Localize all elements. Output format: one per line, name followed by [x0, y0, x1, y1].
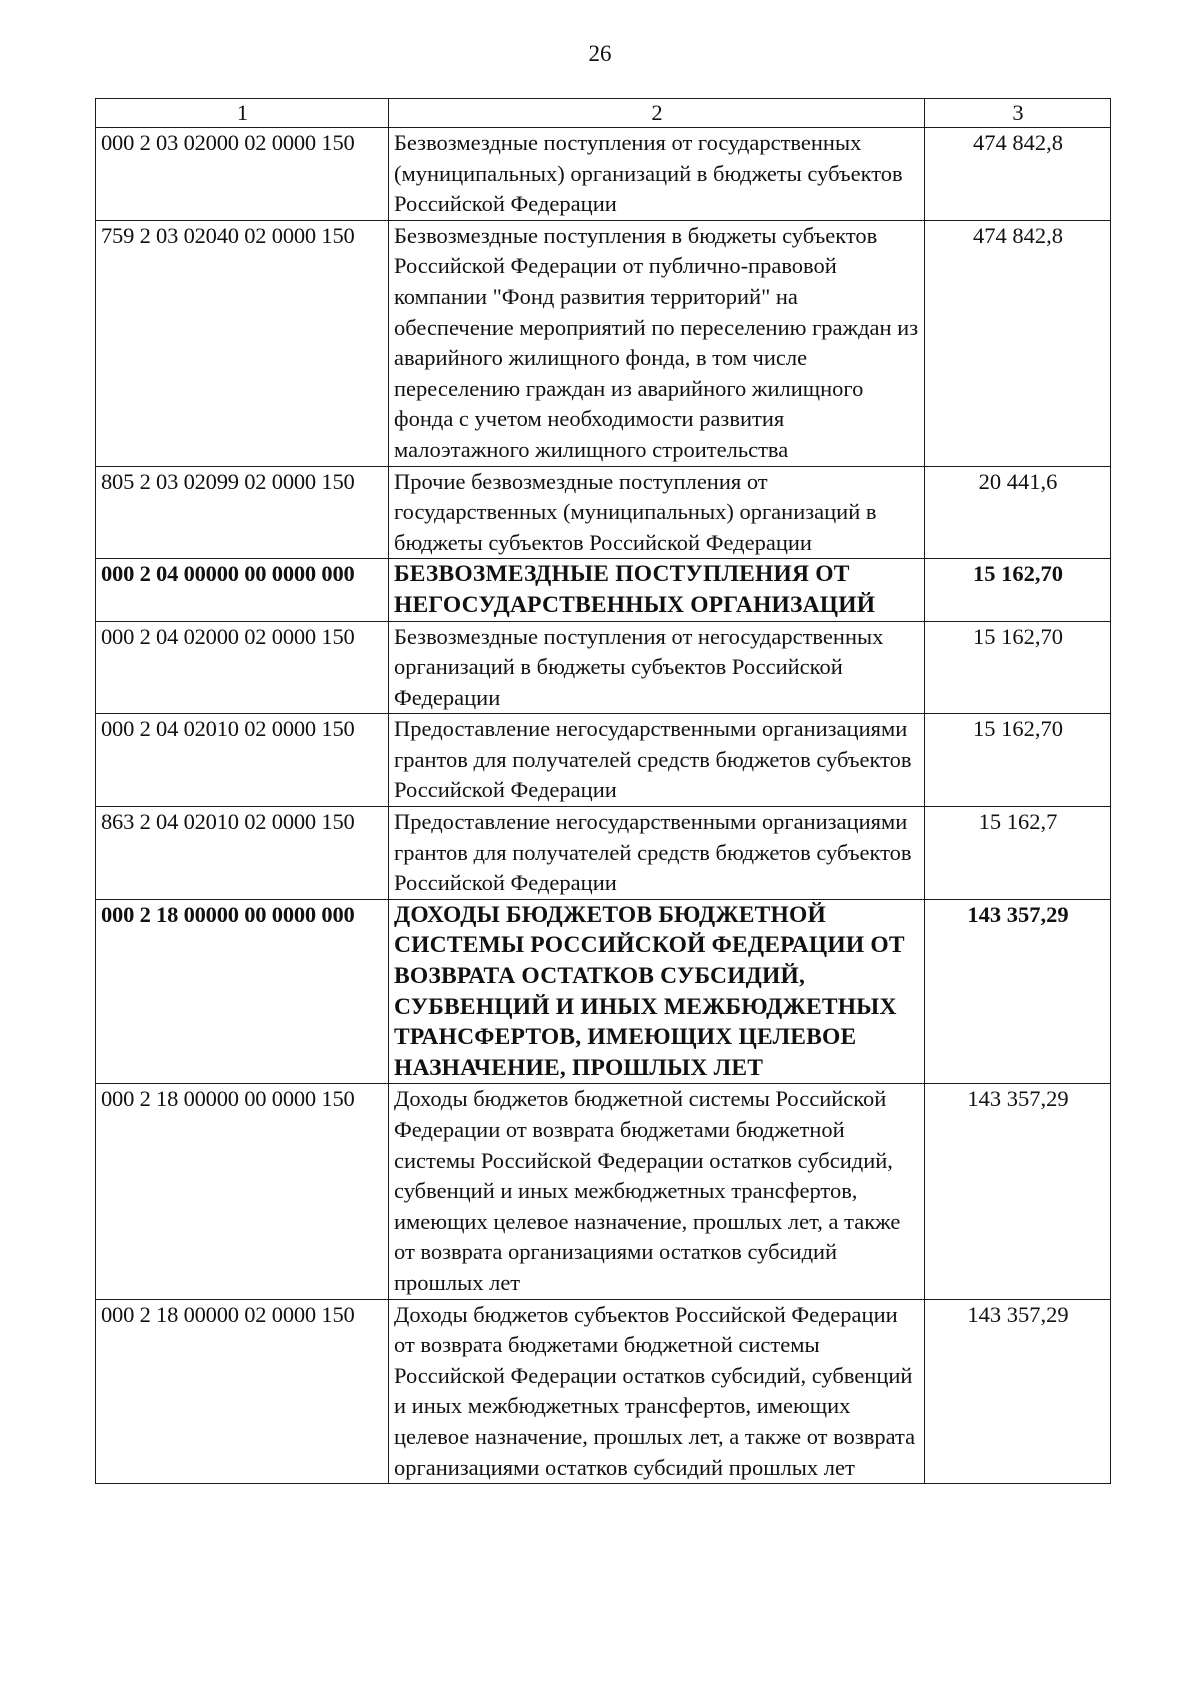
revenue-name-cell: Предоставление негосударственными организациями грантов для получателей средств бюджетов субъектов Российской Федерации — [389, 714, 925, 807]
table-body — [96, 128, 1111, 1484]
revenue-name-cell: Безвозмездные поступления от государственных (муниципальных) организаций в бюджеты субъектов Российской Федерации — [389, 128, 925, 221]
table-row — [96, 128, 1111, 221]
revenue-name-cell: БЕЗВОЗМЕЗДНЫЕ ПОСТУПЛЕНИЯ ОТ НЕГОСУДАРСТВЕННЫХ ОРГАНИЗАЦИЙ — [389, 559, 925, 621]
table-row — [96, 714, 1111, 807]
header-col-name: 2 — [389, 99, 925, 128]
table-row — [96, 466, 1111, 559]
table-row — [96, 220, 1111, 466]
table-row — [96, 1084, 1111, 1299]
revenue-name-cell: Безвозмездные поступления от негосударственных организаций в бюджеты субъектов Российской Федерации — [389, 621, 925, 714]
revenue-name-cell: ДОХОДЫ БЮДЖЕТОВ БЮДЖЕТНОЙ СИСТЕМЫ РОССИЙСКОЙ ФЕДЕРАЦИИ ОТ ВОЗВРАТА ОСТАТКОВ СУБСИДИЙ, СУБВЕНЦИЙ И ИНЫХ МЕЖБЮДЖЕТНЫХ ТРАНСФЕРТОВ, ИМЕЮЩИХ ЦЕЛЕВОЕ НАЗНАЧЕНИЕ, ПРОШЛЫХ ЛЕТ — [389, 899, 925, 1084]
table-section-row — [96, 559, 1111, 621]
amount-cell: 15 162,70 — [925, 714, 1111, 807]
budget-code-cell: 000 2 04 00000 00 0000 000 — [96, 559, 389, 621]
table-row — [96, 1299, 1111, 1484]
amount-cell: 15 162,70 — [925, 559, 1111, 621]
budget-code-cell: 000 2 18 00000 00 0000 000 — [96, 899, 389, 1084]
table-section-row — [96, 899, 1111, 1084]
table-header — [96, 99, 1111, 128]
amount-cell: 474 842,8 — [925, 128, 1111, 221]
amount-cell: 15 162,7 — [925, 807, 1111, 900]
amount-cell: 20 441,6 — [925, 466, 1111, 559]
page-number: 26 — [588, 41, 612, 66]
header-col-code: 1 — [96, 99, 389, 128]
budget-code-cell: 759 2 03 02040 02 0000 150 — [96, 220, 389, 466]
budget-code-cell: 805 2 03 02099 02 0000 150 — [96, 466, 389, 559]
budget-code-cell: 000 2 18 00000 02 0000 150 — [96, 1299, 389, 1484]
budget-code-cell: 000 2 04 02010 02 0000 150 — [96, 714, 389, 807]
revenue-name-cell: Прочие безвозмездные поступления от государственных (муниципальных) организаций в бюджеты субъектов Российской Федерации — [389, 466, 925, 559]
amount-cell: 143 357,29 — [925, 1299, 1111, 1484]
amount-cell: 15 162,70 — [925, 621, 1111, 714]
budget-code-cell: 863 2 04 02010 02 0000 150 — [96, 807, 389, 900]
budget-code-cell: 000 2 18 00000 00 0000 150 — [96, 1084, 389, 1299]
amount-cell: 143 357,29 — [925, 1084, 1111, 1299]
header-col-sum: 3 — [925, 99, 1111, 128]
revenue-name-cell: Доходы бюджетов субъектов Российской Федерации от возврата бюджетами бюджетной системы Российской Федерации остатков субсидий, субвенций и иных межбюджетных трансфертов, имеющих целевое назначение, прошлых лет, а также от возврата организациями остатков субсидий прошлых лет — [389, 1299, 925, 1484]
table-row — [96, 621, 1111, 714]
revenue-name-cell: Доходы бюджетов бюджетной системы Российской Федерации от возврата бюджетами бюджетной системы Российской Федерации остатков субсидий, субвенций и иных межбюджетных трансфертов, имеющих целевое назначение, прошлых лет, а также от возврата организациями остатков субсидий прошлых лет — [389, 1084, 925, 1299]
revenue-table — [95, 98, 1111, 1484]
revenue-name-cell: Безвозмездные поступления в бюджеты субъектов Российской Федерации от публично-правовой компании "Фонд развития территорий" на обеспечение мероприятий по переселению граждан из аварийного жилищного фонда, в том числе переселению граждан из аварийного жилищного фонда с учетом необходимости развития малоэтажного жилищного строительства — [389, 220, 925, 466]
table-row — [96, 807, 1111, 900]
revenue-name-cell: Предоставление негосударственными организациями грантов для получателей средств бюджетов субъектов Российской Федерации — [389, 807, 925, 900]
amount-cell: 143 357,29 — [925, 899, 1111, 1084]
budget-code-cell: 000 2 04 02000 02 0000 150 — [96, 621, 389, 714]
header-row — [96, 99, 1111, 128]
budget-code-cell: 000 2 03 02000 02 0000 150 — [96, 128, 389, 221]
amount-cell: 474 842,8 — [925, 220, 1111, 466]
